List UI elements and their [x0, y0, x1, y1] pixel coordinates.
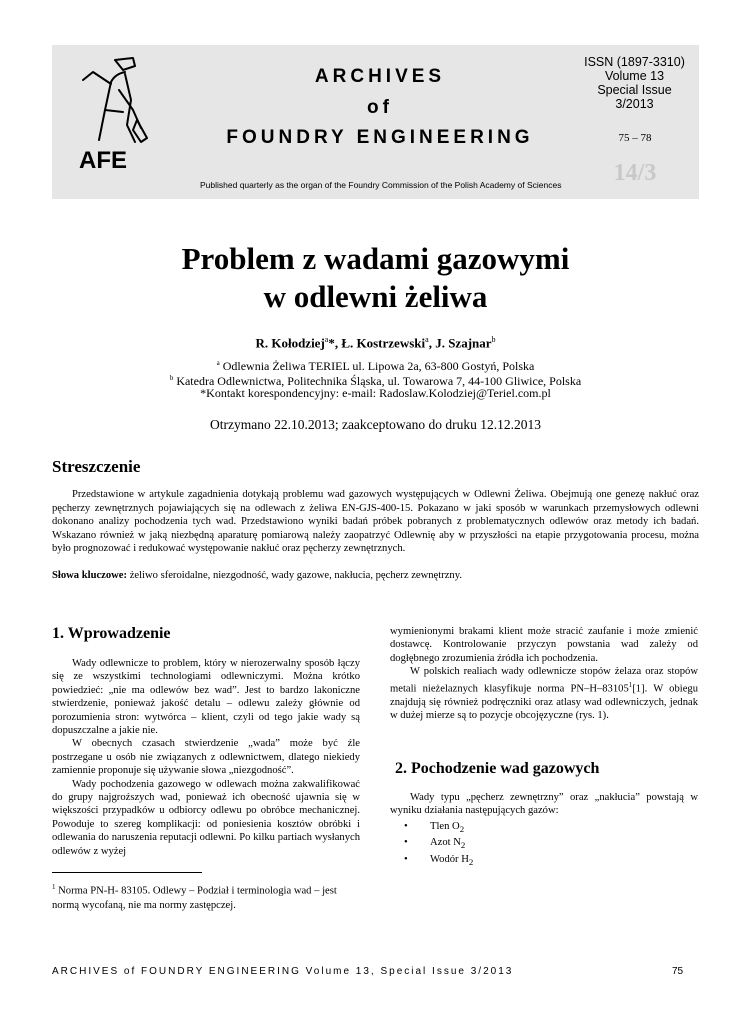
page-range: 75 – 78: [618, 132, 652, 144]
gas-name: Azot N: [430, 837, 461, 849]
journal-title-foundry: FOUNDRY ENGINEERING: [226, 127, 534, 148]
right-column: [390, 625, 698, 722]
affiliation-text: Odlewnia Żeliwa TERIEL ul. Lipowa 2a, 63-800 Gostyń, Polska: [222, 359, 535, 373]
section-1-heading: 1. Wprowadzenie: [52, 625, 171, 642]
list-item: [430, 853, 698, 870]
article-number: 14/3: [613, 160, 657, 186]
paragraph: Wady typu „pęcherz zewnętrzny” oraz „nakłucia” powstają w wyniku działania następujących gazów:: [390, 792, 698, 817]
journal-title-of: of: [367, 97, 393, 118]
footnote-ref: 1: [628, 680, 633, 689]
running-footer: ARCHIVES of FOUNDRY ENGINEERING Volume 13, Special Issue 3/2013: [52, 966, 514, 977]
title-line-2: w odlewni żeliwa: [263, 279, 488, 314]
authors: [52, 335, 699, 351]
keywords: [52, 570, 699, 581]
paragraph-text: [1]. W obiegu znajdują się również podręczniki oraz atlasy wad odlewniczych, jednak w dużej mierze są to pozycje obcojęzyczne (rys. 1).: [390, 683, 698, 721]
paragraph: W obecnych czasach stwierdzenie „wada” może być źle postrzegane u osób nie związanych z odlewnictwem, dlatego niekiedy zamiennie proponuje się używanie słowa „niezgodność”.: [52, 738, 360, 777]
volume: Volume 13: [604, 69, 665, 83]
footnote-text: Norma PN-H- 83105. Odlewy – Podział i terminologia wad – jest normą wycofaną, nie ma normy zastępczej.: [52, 885, 337, 911]
author-name: Ł. Kostrzewski: [341, 335, 426, 351]
paragraph: Wady odlewnicze to problem, który w nierozerwalny sposób łączy się ze wszystkimi technologiami odlewniczymi. Można krótko powiedzieć: „nie ma odlewów bez wad”. Jest to bardzo lakoniczne stwierdzenie, ponieważ jakość detalu – odlewu zależy głównie od porozumienia stron: wytwórca – klient, czyli od tego jakie wady są dopuszczalne a jakie nie.: [52, 658, 360, 737]
list-item: [430, 820, 698, 837]
list-item: [430, 836, 698, 853]
section-2-body: [390, 791, 698, 869]
paragraph-text: W polskich realiach wady odlewnicze stopów żelaza oraz stopów metali nieżelaznych klasyfikuje norma PN–H–83105: [390, 666, 698, 695]
paragraph: Wady pochodzenia gazowego w odlewach można zakwalifikować do grupy najgroźszych wad, ponieważ ich obecność ujawnia się w większości przypadków u odbiorcy odlewu po obróbce mechanicznej. Powoduje to szereg komplikacji: od poniesienia kosztów obróbki i odlewania do naruszenia reputacji odlewni. Po kilku partiach wysłanych odlewów z wyżej: [52, 778, 360, 857]
gas-sub: 2: [468, 856, 474, 867]
gas-name: Wodór H: [430, 853, 469, 865]
issn-block: [572, 55, 697, 111]
contact-email: *Kontakt korespondencyjny: e-mail: Radoslaw.Kolodziej@Teriel.com.pl: [200, 386, 551, 400]
gas-name: Tlen O: [430, 820, 460, 832]
gas-sub: 2: [460, 840, 466, 851]
affiliation-sup: b: [169, 374, 174, 382]
received-accepted-dates: Otrzymano 22.10.2013; zaakceptowano do druku 12.12.2013: [209, 417, 542, 432]
article-title: [52, 240, 699, 316]
author-name: J. Szajnar: [435, 335, 492, 351]
affiliation-sup: a: [216, 359, 220, 367]
abstract-heading: Streszczenie: [52, 457, 141, 476]
author-sup: a: [324, 335, 329, 344]
gas-sub: 2: [459, 823, 465, 834]
abstract-text: Przedstawione w artykule zagadnienia dotykają problemu wad gazowych występujących w Odlewni Żeliwa. Obejmują one genezę nakłuć oraz pęcherzy zewnętrznych pojawiających się na odlewach z żeliwa EN-GJS-400-15. Pokazano w jaki sposób w warunkach przemysłowych odlewni dokonano analizy pochodzenia tych wad. Przedstawiono wyniki badań próbek pobranych z problematycznych odlewów oraz metody ich badań. Wskazano również w jaką niezbędną aparaturę pomiarową należy zaopatrzyć Odlewnię aby w przyszłości na etapie przygotowania procesu, można było prognozować i redukować występowanie nakłuć oraz pęcherzy zewnętrznych.: [52, 489, 699, 554]
issn: ISSN (1897-3310): [584, 55, 685, 69]
keywords-text: żeliwo sferoidalne, niezgodność, wady gazowe, nakłucia, pęcherz zewnętrzny.: [127, 570, 462, 581]
published-quarterly-note: Published quarterly as the organ of the Foundry Commission of the Polish Academy of Sciences: [200, 180, 562, 190]
author-mark: ,: [428, 335, 436, 351]
author-sup: b: [491, 335, 496, 344]
section-2-heading: 2. Pochodzenie wad gazowych: [395, 760, 600, 777]
journal-title-archives: ARCHIVES: [314, 66, 446, 87]
afe-logo-icon: [75, 50, 155, 175]
footnote: [52, 880, 352, 913]
page-number: 75: [672, 966, 684, 977]
footnote-sup: 1: [52, 883, 56, 891]
paragraph: wymienionymi brakami klient może stracić zaufanie i może zmienić dostawcę. Kontrolowanie przyczyn powstania wad zależy od dogłębnego zrozumienia źródła ich pochodzenia.: [390, 626, 698, 664]
author-name: R. Kołodziej: [255, 335, 325, 351]
footnote-divider: [52, 872, 202, 873]
title-line-1: Problem z wadami gazowymi: [181, 241, 570, 276]
left-column: [52, 657, 360, 858]
logo-text: AFE: [79, 147, 127, 174]
affiliation-text: Katedra Odlewnictwa, Politechnika Śląska, ul. Towarowa 7, 44-100 Gliwice, Polska: [176, 374, 582, 388]
author-sup: a: [425, 335, 429, 344]
paragraph: [390, 665, 698, 722]
keywords-label: Słowa kluczowe:: [52, 570, 128, 581]
author-mark: *,: [328, 335, 342, 351]
special-issue: Special Issue: [597, 83, 672, 97]
gas-list: [390, 820, 698, 870]
year-issue: 3/2013: [615, 97, 654, 111]
